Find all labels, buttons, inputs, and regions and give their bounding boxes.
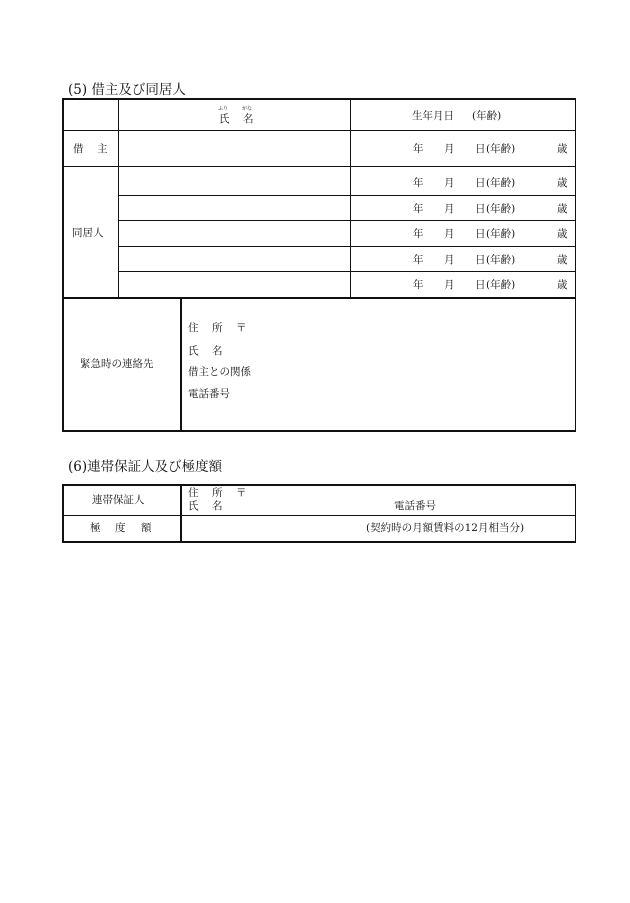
day-label: 日	[475, 254, 486, 266]
limit-label-char2: 度	[115, 522, 126, 534]
emergency-name-char2: 名	[212, 345, 223, 357]
emergency-relation-label: 借主との関係	[188, 366, 251, 378]
birthdate-header: 生年月日	[412, 110, 454, 122]
postal-mark: 〒	[236, 322, 247, 334]
guarantor-phone-label: 電話番号	[394, 500, 436, 512]
day-label: 日	[475, 143, 486, 155]
emergency-phone-label: 電話番号	[188, 388, 230, 400]
age-paren-label: (年齢)	[486, 254, 516, 266]
month-label: 月	[444, 177, 455, 189]
month-label: 月	[444, 254, 455, 266]
emergency-name-char1: 氏	[188, 345, 199, 357]
day-label: 日	[475, 203, 486, 215]
age-paren-label: (年齢)	[486, 203, 516, 215]
emergency-contact-label: 緊急時の連絡先	[80, 358, 154, 370]
guarantor-name-char1: 氏	[188, 500, 199, 512]
guarantor-address-char2: 所	[212, 487, 223, 499]
age-unit-label: 歳	[557, 228, 568, 240]
year-label: 年	[413, 177, 424, 189]
age-header: (年齢)	[472, 110, 502, 122]
day-label: 日	[475, 228, 486, 240]
cohabitant-name-field[interactable]	[120, 222, 349, 245]
limit-note: (契約時の月額賃料の12月相当分)	[366, 522, 525, 534]
cohabitants-label: 同居人	[72, 227, 104, 239]
emergency-address-char1: 住	[188, 322, 199, 334]
cohabitant-name-field[interactable]	[120, 248, 349, 270]
name-ruby-1: ふり	[218, 106, 229, 112]
month-label: 月	[444, 203, 455, 215]
month-label: 月	[444, 279, 455, 291]
year-label: 年	[413, 228, 424, 240]
borrower-label-char1: 借	[73, 143, 84, 155]
cohabitant-name-field[interactable]	[120, 168, 349, 194]
age-paren-label: (年齢)	[486, 228, 516, 240]
guarantor-name-char2: 名	[212, 500, 223, 512]
age-paren-label: (年齢)	[486, 279, 516, 291]
cohabitant-name-field[interactable]	[120, 197, 349, 219]
age-unit-label: 歳	[557, 254, 568, 266]
limit-label-char1: 極	[90, 522, 101, 534]
name-header-char1: 氏	[219, 113, 230, 125]
limit-label-char3: 額	[141, 522, 152, 534]
age-paren-label: (年齢)	[486, 177, 516, 189]
cohabitant-name-field[interactable]	[120, 273, 349, 296]
borrower-label-char2: 主	[97, 143, 108, 155]
age-unit-label: 歳	[557, 203, 568, 215]
year-label: 年	[413, 254, 424, 266]
age-paren-label: (年齢)	[486, 143, 516, 155]
month-label: 月	[444, 228, 455, 240]
emergency-contact-field[interactable]	[183, 300, 573, 429]
day-label: 日	[475, 279, 486, 291]
year-label: 年	[413, 203, 424, 215]
section6-heading: (6)連帯保証人及び極度額	[68, 459, 223, 475]
name-header-char2: 名	[243, 113, 254, 125]
guarantor-label: 連帯保証人	[92, 494, 145, 506]
section5-heading: (5) 借主及び同居人	[68, 82, 186, 98]
age-unit-label: 歳	[557, 279, 568, 291]
year-label: 年	[413, 143, 424, 155]
emergency-address-char2: 所	[212, 322, 223, 334]
postal-mark: 〒	[236, 487, 247, 499]
year-label: 年	[413, 279, 424, 291]
guarantor-address-char1: 住	[188, 487, 199, 499]
borrower-name-field[interactable]	[120, 132, 349, 165]
day-label: 日	[475, 177, 486, 189]
age-unit-label: 歳	[557, 143, 568, 155]
name-ruby-2: がな	[242, 106, 253, 112]
month-label: 月	[444, 143, 455, 155]
age-unit-label: 歳	[557, 177, 568, 189]
